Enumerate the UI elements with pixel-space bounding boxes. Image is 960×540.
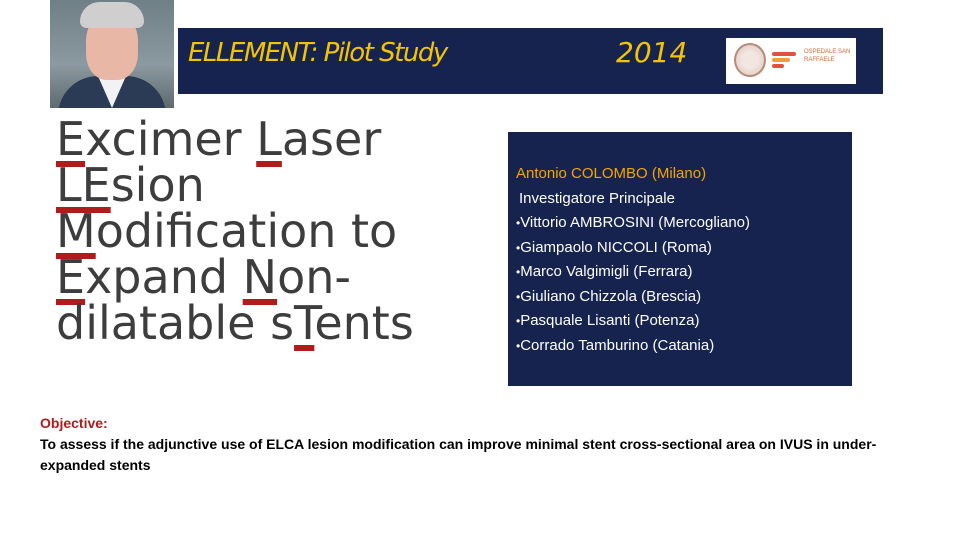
- acronym-line: Expand Non-: [56, 250, 351, 304]
- acronym-line: Excimer Laser: [56, 112, 382, 166]
- objective-label: Objective:: [40, 415, 108, 431]
- investigator-item: •Giuliano Chizzola (Brescia): [516, 287, 702, 305]
- acronym-expansion: [56, 112, 476, 350]
- hospital-logo-text: OSPEDALE SAN RAFFAELE: [804, 49, 851, 63]
- objective-text: To assess if the adjunctive use of ELCA lesion modification can improve minimal stent cross-sectional area on IVUS in under-expanded stents: [40, 436, 877, 473]
- university-seal-icon: [734, 43, 766, 77]
- study-title: ELLEMENT: Pilot Study: [188, 38, 447, 68]
- investigators-panel: [508, 132, 852, 386]
- objective-section: [40, 413, 940, 476]
- investigator-photo: [50, 0, 174, 108]
- acronym-line: LEsion: [56, 158, 205, 212]
- acronym-line: dilatable sTents: [56, 296, 414, 350]
- principal-investigator: Antonio COLOMBO (Milano): [516, 165, 707, 182]
- investigator-item: •Pasquale Lisanti (Potenza): [516, 312, 700, 329]
- acronym-line: Modification to: [56, 204, 398, 258]
- investigator-item: •Corrado Tamburino (Catania): [516, 336, 715, 354]
- hospital-mark-icon: [772, 52, 800, 70]
- title-banner: [178, 28, 883, 94]
- investigator-item: •Giampaolo NICCOLI (Roma): [516, 238, 712, 256]
- investigator-item: •Vittorio AMBROSINI (Mercogliano): [516, 214, 751, 231]
- investigator-item: •Marco Valgimigli (Ferrara): [516, 263, 693, 280]
- study-year: 2014: [616, 36, 688, 69]
- principal-investigator-role: Investigatore Principale: [519, 189, 675, 207]
- hospital-logo: [726, 38, 856, 84]
